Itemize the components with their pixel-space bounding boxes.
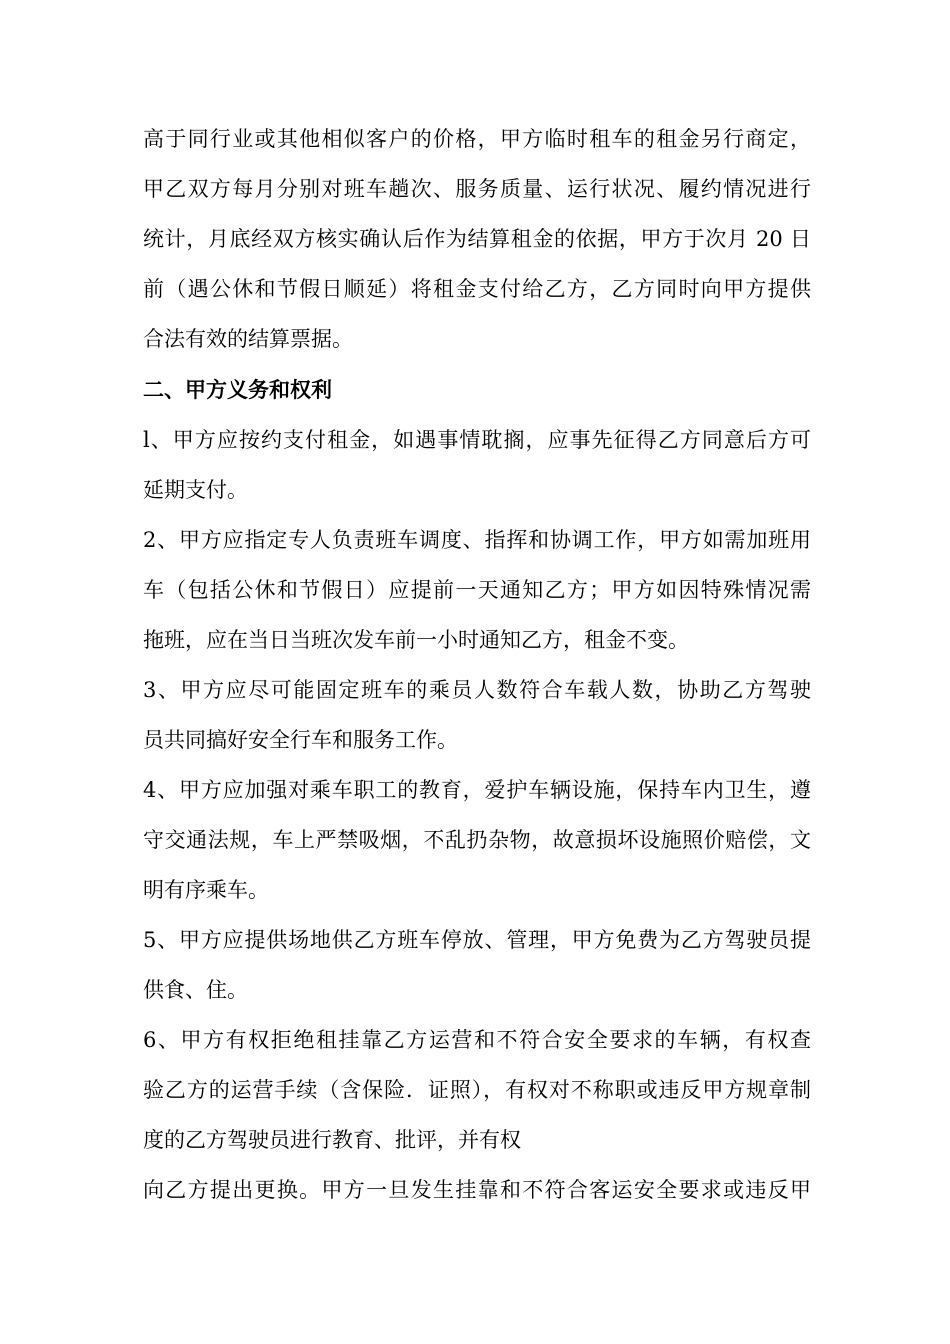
text-line: 甲乙双方每月分别对班车趟次、服务质量、运行状况、履约情况进行 bbox=[143, 177, 811, 201]
text-line: 供食、住。 bbox=[143, 978, 248, 1002]
text-line: 延期支付。 bbox=[143, 478, 248, 502]
text-line: 向乙方提出更换。甲方一旦发生挂靠和不符合客运安全要求或违反甲 bbox=[143, 1178, 811, 1202]
text-line: 度的乙方驾驶员进行教育、批评，并有权 bbox=[143, 1128, 521, 1152]
text-line: 员共同搞好安全行车和服务工作。 bbox=[143, 728, 458, 752]
text-line: 4、甲方应加强对乘车职工的教育，爱护车辆设施，保持车内卫生，遵 bbox=[143, 778, 811, 802]
text-line: l、甲方应按约支付租金，如遇事情耽搁，应事先征得乙方同意后方可 bbox=[143, 428, 811, 452]
text-line: 3、甲方应尽可能固定班车的乘员人数符合车载人数，协助乙方驾驶 bbox=[143, 678, 811, 702]
text-line: 明有序乘车。 bbox=[143, 878, 269, 902]
text-line: 高于同行业或其他相似客户的价格，甲方临时租车的租金另行商定， bbox=[143, 127, 811, 151]
text-line: 拖班，应在当日当班次发车前一小时通知乙方，租金不变。 bbox=[143, 628, 689, 652]
text-line: 6、甲方有权拒绝租挂靠乙方运营和不符合安全要求的车辆，有权查 bbox=[143, 1028, 811, 1052]
text-line: 合法有效的结算票据。 bbox=[143, 327, 353, 351]
text-line: 统计，月底经双方核实确认后作为结算租金的依据，甲方于次月 20 日 bbox=[143, 227, 811, 251]
text-line: 前（遇公休和节假日顺延）将租金支付给乙方，乙方同时向甲方提供 bbox=[143, 277, 811, 301]
text-line: 2、甲方应指定专人负责班车调度、指挥和协调工作，甲方如需加班用 bbox=[143, 528, 811, 552]
text-line: 守交通法规，车上严禁吸烟，不乱扔杂物，故意损坏设施照价赔偿，文 bbox=[143, 828, 811, 852]
text-line: 车（包括公休和节假日）应提前一天通知乙方；甲方如因特殊情况需 bbox=[143, 578, 811, 602]
text-line: 验乙方的运营手续（含保险．证照），有权对不称职或违反甲方规章制 bbox=[143, 1078, 811, 1102]
section-heading: 二、甲方义务和权利 bbox=[143, 378, 332, 402]
text-line: 5、甲方应提供场地供乙方班车停放、管理，甲方免费为乙方驾驶员提 bbox=[143, 928, 811, 952]
